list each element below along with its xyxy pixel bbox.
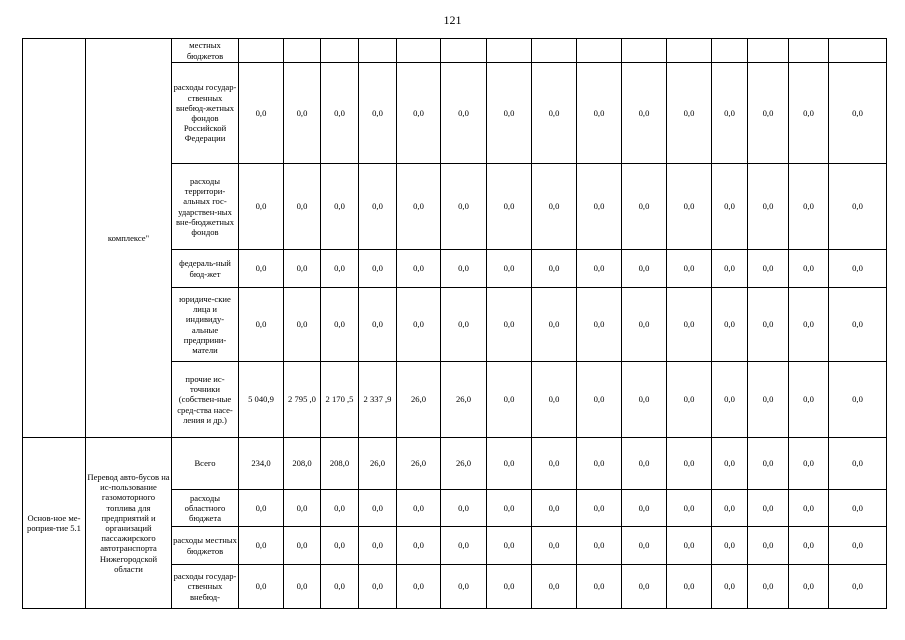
value-cell: 0,0 xyxy=(441,490,487,527)
value-cell: 0,0 xyxy=(789,527,829,565)
value-cell: 0,0 xyxy=(829,527,887,565)
value-cell xyxy=(789,39,829,63)
value-cell: 0,0 xyxy=(789,250,829,288)
value-cell: 2 170 ,5 xyxy=(321,362,359,438)
measure-cell xyxy=(23,39,86,438)
value-cell: 0,0 xyxy=(359,63,397,164)
value-cell: 0,0 xyxy=(284,250,321,288)
value-cell: 0,0 xyxy=(789,490,829,527)
table-row xyxy=(23,39,887,63)
value-cell xyxy=(487,39,532,63)
value-cell: 0,0 xyxy=(829,288,887,362)
value-cell: 0,0 xyxy=(397,565,441,609)
value-cell: 0,0 xyxy=(748,527,789,565)
value-cell: 0,0 xyxy=(622,63,667,164)
value-cell: 0,0 xyxy=(789,565,829,609)
value-cell: 0,0 xyxy=(532,288,577,362)
value-cell: 0,0 xyxy=(321,288,359,362)
value-cell: 0,0 xyxy=(577,438,622,490)
value-cell: 0,0 xyxy=(667,565,712,609)
value-cell: 2 337 ,9 xyxy=(359,362,397,438)
page-number: 121 xyxy=(443,13,462,27)
funding-source-cell: федераль-ный бюд-жет xyxy=(172,250,239,288)
funding-source-cell: расходы местных бюджетов xyxy=(172,527,239,565)
value-cell xyxy=(577,39,622,63)
value-cell: 0,0 xyxy=(397,490,441,527)
value-cell xyxy=(532,39,577,63)
value-cell: 0,0 xyxy=(532,438,577,490)
value-cell: 0,0 xyxy=(667,490,712,527)
program-name-cell: комплексе" xyxy=(86,39,172,438)
value-cell: 0,0 xyxy=(239,527,284,565)
value-cell: 2 795 ,0 xyxy=(284,362,321,438)
value-cell: 0,0 xyxy=(748,438,789,490)
value-cell: 0,0 xyxy=(321,527,359,565)
value-cell: 0,0 xyxy=(748,63,789,164)
value-cell xyxy=(622,39,667,63)
value-cell: 0,0 xyxy=(441,288,487,362)
value-cell: 0,0 xyxy=(321,565,359,609)
funding-source-cell: прочие ис-точники (собствен-ные сред-ства насе-ления и др.) xyxy=(172,362,239,438)
value-cell: 234,0 xyxy=(239,438,284,490)
value-cell: 0,0 xyxy=(284,490,321,527)
value-cell: 0,0 xyxy=(577,565,622,609)
value-cell: 0,0 xyxy=(829,362,887,438)
value-cell: 26,0 xyxy=(397,438,441,490)
value-cell: 0,0 xyxy=(359,288,397,362)
value-cell: 0,0 xyxy=(622,164,667,250)
value-cell: 0,0 xyxy=(487,362,532,438)
value-cell: 0,0 xyxy=(789,288,829,362)
value-cell: 0,0 xyxy=(487,490,532,527)
value-cell: 0,0 xyxy=(359,490,397,527)
value-cell: 0,0 xyxy=(397,527,441,565)
value-cell: 0,0 xyxy=(441,250,487,288)
funding-source-cell: юридиче-ские лица и индивиду-альные предприни-матели xyxy=(172,288,239,362)
value-cell: 0,0 xyxy=(622,490,667,527)
value-cell: 0,0 xyxy=(789,164,829,250)
value-cell: 0,0 xyxy=(441,527,487,565)
value-cell: 208,0 xyxy=(284,438,321,490)
value-cell: 0,0 xyxy=(532,63,577,164)
value-cell: 0,0 xyxy=(321,490,359,527)
value-cell: 0,0 xyxy=(712,565,748,609)
funding-source-cell: местных бюджетов xyxy=(172,39,239,63)
value-cell xyxy=(441,39,487,63)
value-cell: 0,0 xyxy=(359,565,397,609)
value-cell xyxy=(284,39,321,63)
value-cell: 0,0 xyxy=(487,438,532,490)
value-cell: 0,0 xyxy=(487,164,532,250)
value-cell: 26,0 xyxy=(441,438,487,490)
value-cell: 0,0 xyxy=(667,362,712,438)
value-cell: 0,0 xyxy=(667,288,712,362)
value-cell: 0,0 xyxy=(712,490,748,527)
value-cell: 0,0 xyxy=(712,250,748,288)
value-cell: 0,0 xyxy=(284,288,321,362)
value-cell xyxy=(712,39,748,63)
value-cell: 0,0 xyxy=(397,63,441,164)
value-cell: 0,0 xyxy=(577,527,622,565)
value-cell: 0,0 xyxy=(397,164,441,250)
value-cell: 0,0 xyxy=(577,288,622,362)
value-cell: 0,0 xyxy=(532,527,577,565)
value-cell: 0,0 xyxy=(284,565,321,609)
value-cell: 208,0 xyxy=(321,438,359,490)
value-cell: 0,0 xyxy=(441,565,487,609)
value-cell: 0,0 xyxy=(748,490,789,527)
value-cell: 0,0 xyxy=(829,63,887,164)
value-cell: 0,0 xyxy=(748,288,789,362)
value-cell: 0,0 xyxy=(748,362,789,438)
value-cell: 0,0 xyxy=(487,565,532,609)
value-cell: 0,0 xyxy=(359,250,397,288)
value-cell: 0,0 xyxy=(321,164,359,250)
value-cell: 0,0 xyxy=(284,164,321,250)
value-cell: 0,0 xyxy=(239,288,284,362)
value-cell: 0,0 xyxy=(487,527,532,565)
value-cell: 0,0 xyxy=(789,362,829,438)
value-cell: 0,0 xyxy=(321,250,359,288)
value-cell: 0,0 xyxy=(622,250,667,288)
value-cell: 0,0 xyxy=(712,63,748,164)
value-cell: 0,0 xyxy=(712,288,748,362)
value-cell: 0,0 xyxy=(667,438,712,490)
value-cell: 0,0 xyxy=(829,164,887,250)
value-cell: 0,0 xyxy=(712,164,748,250)
value-cell xyxy=(397,39,441,63)
value-cell: 0,0 xyxy=(622,288,667,362)
value-cell: 26,0 xyxy=(397,362,441,438)
value-cell: 0,0 xyxy=(667,63,712,164)
value-cell: 0,0 xyxy=(487,288,532,362)
value-cell: 0,0 xyxy=(441,164,487,250)
value-cell: 0,0 xyxy=(577,164,622,250)
funding-source-cell: расходы государ-ственных внебюд- xyxy=(172,565,239,609)
value-cell xyxy=(359,39,397,63)
value-cell: 0,0 xyxy=(789,63,829,164)
value-cell: 0,0 xyxy=(532,490,577,527)
value-cell xyxy=(239,39,284,63)
value-cell: 26,0 xyxy=(441,362,487,438)
value-cell: 0,0 xyxy=(622,438,667,490)
value-cell: 0,0 xyxy=(622,362,667,438)
value-cell: 0,0 xyxy=(239,63,284,164)
value-cell: 0,0 xyxy=(748,164,789,250)
value-cell: 0,0 xyxy=(829,250,887,288)
funding-source-cell: Всего xyxy=(172,438,239,490)
value-cell: 0,0 xyxy=(667,164,712,250)
value-cell: 0,0 xyxy=(397,288,441,362)
value-cell: 0,0 xyxy=(532,565,577,609)
funding-source-cell: расходы областного бюджета xyxy=(172,490,239,527)
value-cell xyxy=(748,39,789,63)
value-cell: 0,0 xyxy=(532,250,577,288)
value-cell: 0,0 xyxy=(667,250,712,288)
measure-cell: Основ-ное ме-роприя-тие 5.1 xyxy=(23,438,86,609)
value-cell: 0,0 xyxy=(712,362,748,438)
value-cell: 0,0 xyxy=(321,63,359,164)
value-cell: 0,0 xyxy=(577,63,622,164)
value-cell: 0,0 xyxy=(712,527,748,565)
value-cell: 0,0 xyxy=(667,527,712,565)
value-cell: 0,0 xyxy=(577,490,622,527)
measure-name-cell: Перевод авто-бусов на ис-пользование газомоторного топлива для предприятий и организаций пассажирского автотранспорта Нижегородской области xyxy=(86,438,172,609)
value-cell: 0,0 xyxy=(532,164,577,250)
value-cell: 0,0 xyxy=(748,250,789,288)
funding-source-cell: расходы территори-альных гос-ударствен-ных вне-бюджетных фондов xyxy=(172,164,239,250)
value-cell xyxy=(667,39,712,63)
value-cell: 0,0 xyxy=(789,438,829,490)
value-cell: 0,0 xyxy=(829,490,887,527)
value-cell: 0,0 xyxy=(577,362,622,438)
value-cell: 0,0 xyxy=(441,63,487,164)
funding-source-cell: расходы государ-ственных внебюд-жетных фондов Российской Федерации xyxy=(172,63,239,164)
value-cell: 0,0 xyxy=(284,63,321,164)
value-cell: 0,0 xyxy=(239,490,284,527)
value-cell: 0,0 xyxy=(829,565,887,609)
value-cell: 0,0 xyxy=(622,527,667,565)
value-cell: 26,0 xyxy=(359,438,397,490)
value-cell: 5 040,9 xyxy=(239,362,284,438)
value-cell: 0,0 xyxy=(577,250,622,288)
value-cell: 0,0 xyxy=(284,527,321,565)
value-cell: 0,0 xyxy=(712,438,748,490)
value-cell: 0,0 xyxy=(748,565,789,609)
value-cell: 0,0 xyxy=(487,250,532,288)
value-cell: 0,0 xyxy=(622,565,667,609)
value-cell: 0,0 xyxy=(359,527,397,565)
value-cell: 0,0 xyxy=(829,438,887,490)
value-cell xyxy=(829,39,887,63)
value-cell xyxy=(321,39,359,63)
value-cell: 0,0 xyxy=(239,565,284,609)
value-cell: 0,0 xyxy=(239,164,284,250)
budget-table xyxy=(22,38,887,609)
value-cell: 0,0 xyxy=(239,250,284,288)
value-cell: 0,0 xyxy=(359,164,397,250)
table-row xyxy=(23,438,887,490)
value-cell: 0,0 xyxy=(532,362,577,438)
value-cell: 0,0 xyxy=(397,250,441,288)
value-cell: 0,0 xyxy=(487,63,532,164)
